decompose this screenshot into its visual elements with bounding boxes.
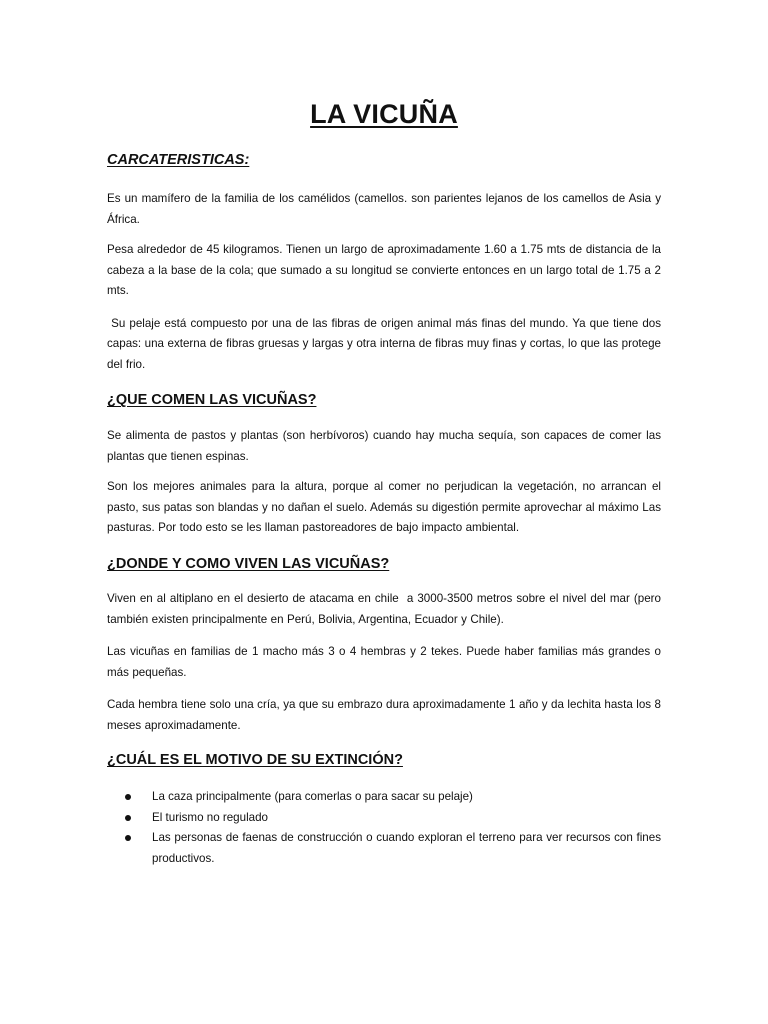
paragraph: Se alimenta de pastos y plantas (son herbívoros) cuando hay mucha sequía, son capaces de comer las plantas que tienen espinas.: [107, 429, 661, 463]
list-item-text: El turismo no regulado: [152, 810, 268, 824]
paragraph: Pesa alrededor de 45 kilogramos. Tienen un largo de aproximadamente 1.60 a 1.75 mts de distancia de la cabeza a la base de la cola; que sumado a su longitud se convierte entonces en un largo total de 1.75 a 2 mts.: [107, 243, 661, 297]
section-diet-body: [107, 426, 661, 539]
list-item-text: Las personas de faenas de construcción o cuando exploran el terreno para ver recursos con fines productivos.: [152, 831, 661, 865]
paragraph: Viven en al altiplano en el desierto de atacama en chile a 3000-3500 metros sobre el nivel del mar (pero también existen principalmente en Perú, Bolivia, Argentina, Ecuador y Chile).: [107, 592, 665, 626]
list-item-text: La caza principalmente (para comerlas o para sacar su pelaje): [152, 790, 473, 803]
extinction-reasons-list: [125, 787, 661, 869]
list-item: [125, 808, 661, 829]
section-heading: ¿CUÁL ES EL MOTIVO DE SU EXTINCIÓN?: [107, 752, 403, 768]
paragraph: Su pelaje está compuesto por una de las fibras de origen animal más finas del mundo. Ya que tiene dos capas: una externa de fibras gruesas y largas y otra interna de fibras muy finas y cortas, lo que las protege del frio.: [107, 316, 665, 371]
paragraph: Es un mamífero de la familia de los camélidos (camellos. son parientes lejanos de los camellos de Asia y África.: [107, 192, 661, 226]
paragraph: Cada hembra tiene solo una cría, ya que su embrazo dura aproximadamente 1 año y da lechita hasta los 8 meses aproximadamente.: [107, 698, 661, 732]
bullet-icon: [125, 794, 131, 800]
section-habitat-body: [107, 589, 665, 736]
section-diet: [107, 391, 661, 409]
section-heading: ¿QUE COMEN LAS VICUÑAS?: [107, 392, 317, 408]
document-title: LA VICUÑA: [310, 99, 458, 129]
paragraph: Son los mejores animales para la altura, porque al comer no perjudican la vegetación, no arrancan el pasto, sus patas son blandas y no dañan el suelo. Además su digestión permite aprovechar al máximo Las pasturas. Por todo esto se les llaman pastoreadores de bajo impacto ambiental.: [107, 480, 661, 534]
bullet-icon: [125, 835, 131, 841]
section-heading: ¿DONDE Y COMO VIVEN LAS VICUÑAS?: [107, 556, 390, 572]
list-item: [125, 828, 661, 869]
section-characteristics-body: [107, 189, 665, 375]
bullet-icon: [125, 815, 131, 821]
list-item: [125, 787, 661, 808]
section-extinction: [107, 751, 661, 769]
section-characteristics: [107, 151, 661, 169]
section-habitat: [107, 555, 661, 573]
paragraph: Las vicuñas en familias de 1 macho más 3 o 4 hembras y 2 tekes. Puede haber familias más grandes o más pequeñas.: [107, 645, 661, 679]
section-heading: CARCATERISTICAS:: [107, 152, 250, 168]
